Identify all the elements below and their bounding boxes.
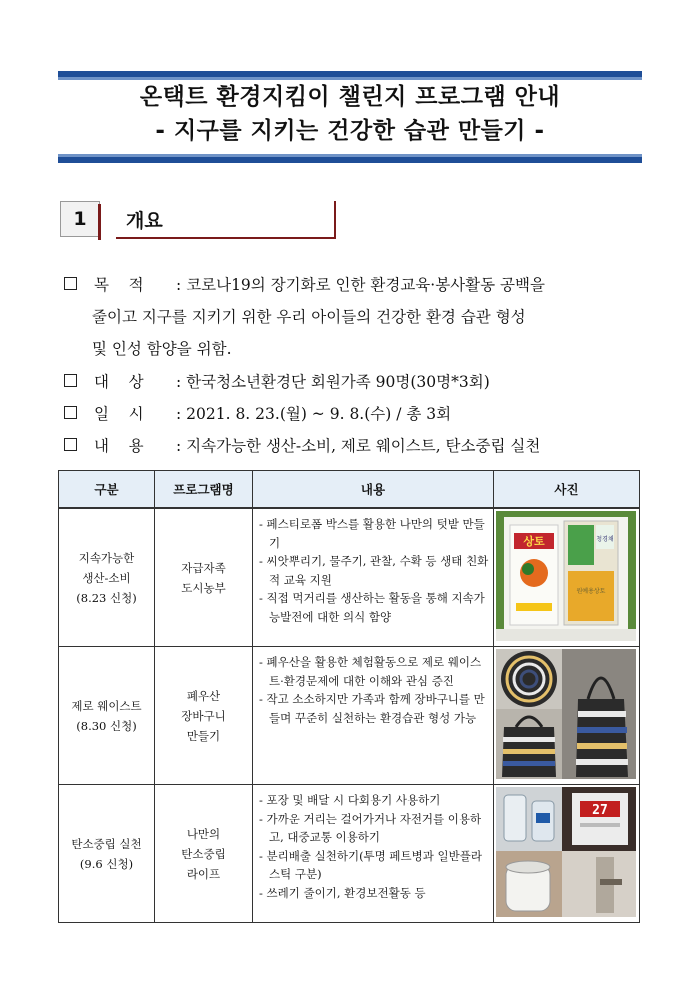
content-cell: - 페스티로폼 박스를 활용한 나만의 텃밭 만들기 - 씨앗뿌리기, 물주기, 관찰, 수확 등 생태 친화적 교육 지원 - 직접 먹거리를 생산하는 활동을 통해 지속가능발전에 대한 의식 함양 xyxy=(253,508,494,647)
checkbox-square-icon xyxy=(64,438,77,451)
program-cell: 자급자족 도시농부 xyxy=(155,508,253,647)
svg-text:상토: 상토 xyxy=(523,535,545,548)
bullet-continuation: 줄이고 지구를 지키기 위한 우리 아이들의 건강한 환경 습관 형성 xyxy=(92,308,526,326)
section-number-shadow xyxy=(98,204,101,240)
header-photo: 사진 xyxy=(494,471,640,509)
bullet-text: : 2021. 8. 23.(월) ~ 9. 8.(수) / 총 3회 xyxy=(176,405,452,423)
photo-cell xyxy=(494,647,640,785)
table-row xyxy=(59,647,640,785)
table-header-row xyxy=(59,471,640,509)
page-subtitle: - 지구를 지키는 건강한 습관 만들기 - xyxy=(155,118,545,144)
category-cell: 제로 웨이스트 (8.30 신청) xyxy=(59,647,155,785)
bullet-continuation: 및 인성 함양을 위함. xyxy=(92,340,232,358)
bullet-label: 목 적 xyxy=(94,276,144,294)
program-cell: 나만의 탄소중립 라이프 xyxy=(155,785,253,923)
table-row xyxy=(59,508,640,647)
section-underline xyxy=(116,237,336,239)
svg-text:원예용상토: 원예용상토 xyxy=(576,588,606,595)
photo-cell xyxy=(494,785,640,923)
content-cell: - 포장 및 배달 시 다회용기 사용하기 - 가까운 거리는 걸어가거나 자전거를 이용하고, 대중교통 이용하기 - 분리배출 실천하기(투명 페트병과 일반플라스틱 구분) - 쓰레기 줄이기, 환경보전활동 등 xyxy=(253,785,494,923)
checkbox-square-icon xyxy=(64,277,77,290)
category-cell: 탄소중립 실천 (9.6 신청) xyxy=(59,785,155,923)
svg-text:청경채: 청경채 xyxy=(596,536,614,543)
bullet-label: 대 상 xyxy=(94,373,144,391)
bullet-label: 일 시 xyxy=(94,405,144,423)
umbrella-bags-photo xyxy=(496,649,636,779)
checkbox-square-icon xyxy=(64,374,77,387)
content-cell: - 폐우산을 활용한 체험활동으로 제로 웨이스트·환경문제에 대한 이해와 관심 증진 - 작고 소소하지만 가족과 함께 장바구니를 만들며 꾸준히 실천하는 환경습관 형성 가능 xyxy=(253,647,494,785)
carbon-life-photo xyxy=(496,787,636,917)
bullet-text: : 코로나19의 장기화로 인한 환경교육·봉사활동 공백을 xyxy=(176,276,545,294)
section-number: 1 xyxy=(60,201,100,237)
bullet-text: : 지속가능한 생산-소비, 제로 웨이스트, 탄소중립 실천 xyxy=(176,437,541,455)
program-cell: 폐우산 장바구니 만들기 xyxy=(155,647,253,785)
bullet-label: 내 용 xyxy=(94,437,144,455)
section-right-rule xyxy=(334,201,336,239)
header-content: 내용 xyxy=(253,471,494,509)
title-top-rule xyxy=(58,71,642,80)
section-title: 개요 xyxy=(126,210,163,232)
title-bottom-rule xyxy=(58,154,642,163)
category-cell: 지속가능한 생산-소비 (8.23 신청) xyxy=(59,508,155,647)
bullet-text: : 한국청소년환경단 회원가족 90명(30명*3회) xyxy=(176,373,490,391)
checkbox-square-icon xyxy=(64,406,77,419)
seed-bags-photo xyxy=(496,511,636,641)
table-row xyxy=(59,785,640,923)
header-program: 프로그램명 xyxy=(155,471,253,509)
program-table xyxy=(58,470,640,923)
svg-text:27: 27 xyxy=(592,803,608,818)
photo-cell xyxy=(494,508,640,647)
header-category: 구분 xyxy=(59,471,155,509)
page-title: 온택트 환경지킴이 챌린지 프로그램 안내 xyxy=(139,84,561,110)
